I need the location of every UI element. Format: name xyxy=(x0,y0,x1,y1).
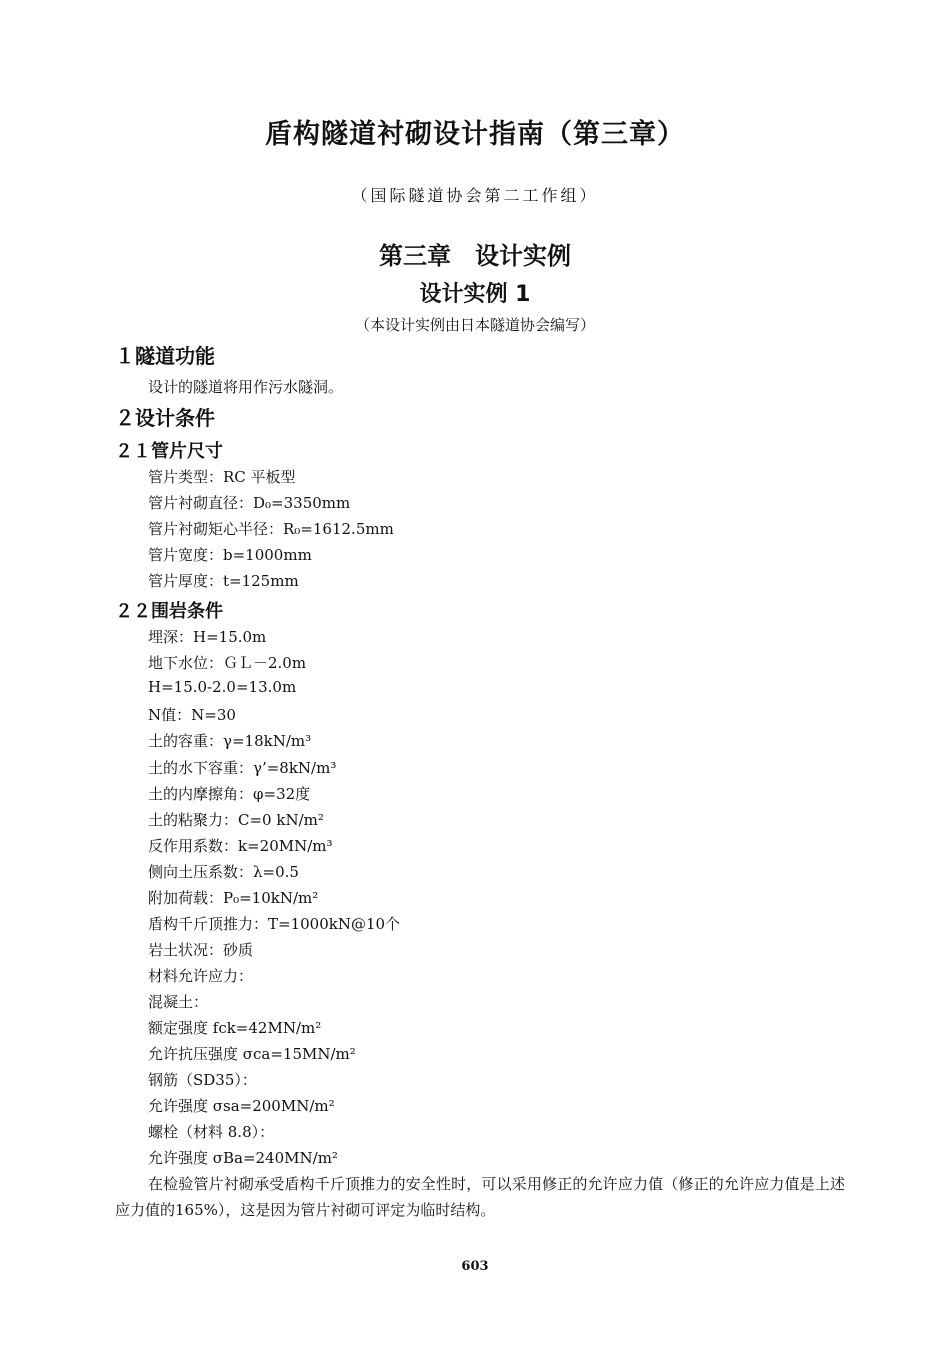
ground-line: 侧向土压系数：λ=0.5 xyxy=(148,863,299,881)
ground-line: 允许强度 σBa=240MN/m² xyxy=(148,1149,338,1167)
section-text-tunnel-function: 设计的隧道将用作污水隧洞。 xyxy=(148,378,344,396)
chapter-heading: 第三章 设计实例 xyxy=(379,242,571,270)
subsection-heading-ground-conditions: ２２围岩条件 xyxy=(115,601,223,622)
ground-line: 钢筋（SD35）： xyxy=(148,1071,257,1089)
ground-line: 土的粘聚力：C=0 kN/m² xyxy=(148,811,324,829)
subsection-heading-segment-size: ２１管片尺寸 xyxy=(115,441,223,462)
document-title: 盾构隧道衬砌设计指南（第三章） xyxy=(265,119,685,150)
document-subtitle: （国际隧道协会第二工作组） xyxy=(351,186,599,205)
ground-line: 螺栓（材料 8.8）： xyxy=(148,1123,275,1141)
ground-line: 额定强度 fck=42MN/m² xyxy=(148,1019,322,1037)
ground-line: 材料允许应力： xyxy=(148,967,254,985)
section-heading-tunnel-function: １隧道功能 xyxy=(115,344,215,368)
ground-line: 盾构千斤顶推力：T=1000kN@10个 xyxy=(148,915,401,933)
ground-line: 土的容重：γ=18kN/m³ xyxy=(148,732,312,750)
ground-line: 地下水位：ＧＬ－2.0m xyxy=(148,654,307,672)
segment-line: 管片宽度：b=1000mm xyxy=(148,546,312,564)
segment-line: 管片衬砌矩心半径：R₀=1612.5mm xyxy=(148,520,394,538)
ground-line: N值：N=30 xyxy=(148,706,236,724)
ground-line: 允许抗压强度 σca=15MN/m² xyxy=(148,1045,356,1063)
example-heading: 设计实例 1 xyxy=(419,282,531,307)
segment-line: 管片类型：RC 平板型 xyxy=(148,468,296,486)
ground-line: 反作用系数：k=20MN/m³ xyxy=(148,837,333,855)
example-note: （本设计实例由日本隧道协会编写） xyxy=(354,316,595,334)
ground-line: 土的水下容重：γ’=8kN/m³ xyxy=(148,759,337,777)
segment-line: 管片厚度：t=125mm xyxy=(148,572,299,590)
ground-line: 土的内摩擦角：φ=32度 xyxy=(148,785,311,803)
page-number: 603 xyxy=(461,1259,489,1274)
section-heading-design-conditions: ２设计条件 xyxy=(115,406,215,430)
ground-line: 岩土状况：砂质 xyxy=(148,941,254,959)
ground-line: 埋深：H=15.0m xyxy=(148,628,267,646)
segment-line: 管片衬砌直径：D₀=3350mm xyxy=(148,494,351,512)
ground-line: 混凝土： xyxy=(148,993,209,1011)
ground-line: 附加荷载：P₀=10kN/m² xyxy=(148,889,319,907)
ground-line: 允许强度 σsa=200MN/m² xyxy=(148,1097,335,1115)
ground-line: H=15.0-2.0=13.0m xyxy=(148,678,297,696)
closing-paragraph: 在检验管片衬砌承受盾构千斤顶推力的安全性时，可以采用修正的允许应力值（修正的允许应力值是上述应力值的165%），这是因为管片衬砌可评定为临时结构。 xyxy=(115,1175,845,1219)
